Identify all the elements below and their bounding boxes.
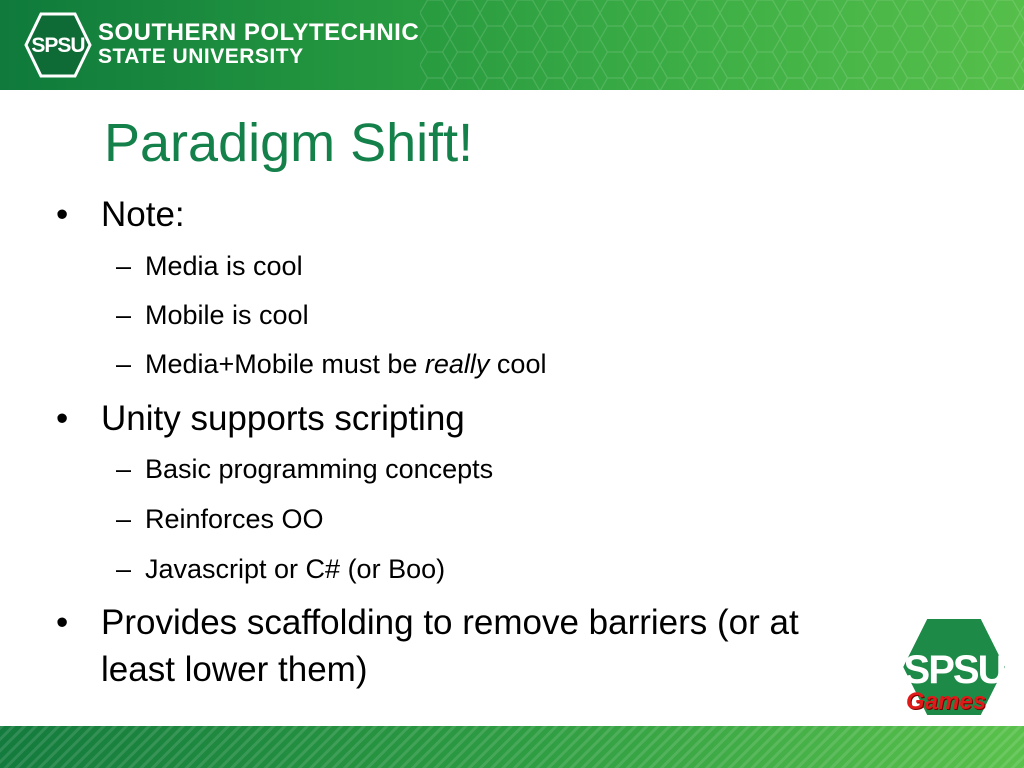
bullet-marker: • — [56, 195, 69, 234]
bullet-marker: • — [56, 603, 69, 642]
bullet-text-line1: Provides scaffolding to remove barriers (or at — [101, 603, 799, 642]
sub-bullet-text: Media is cool — [145, 251, 303, 281]
university-name-line1: SOUTHERN POLYTECHNIC — [98, 19, 420, 46]
spsu-logo-text: SPSU — [31, 34, 85, 57]
sub-bullet-text: Reinforces OO — [145, 504, 324, 534]
games-logo-games-text: Games — [906, 688, 987, 715]
footer-banner — [0, 726, 1024, 768]
sub-bullet-text — [145, 349, 546, 380]
sub-bullet-marker: – — [116, 554, 132, 584]
sub-bullet-marker: – — [116, 349, 132, 379]
sub-bullet-text-pre: Media+Mobile must be — [145, 349, 425, 379]
spsu-logo-badge — [24, 12, 92, 78]
sub-bullet-marker: – — [116, 251, 132, 281]
bullet-marker: • — [56, 399, 69, 438]
footer-stripe-pattern — [0, 726, 1024, 768]
sub-bullet-text-post: cool — [489, 349, 547, 379]
university-name-line2: STATE UNIVERSITY — [98, 45, 304, 68]
sub-bullet-marker: – — [116, 300, 132, 330]
bullet-text: Note: — [101, 195, 185, 234]
sub-bullet-text: Basic programming concepts — [145, 454, 494, 484]
header-banner — [0, 0, 1024, 90]
bullet-text: Unity supports scripting — [101, 399, 465, 438]
bullet-text-line2: least lower them) — [101, 650, 368, 689]
sub-bullet-text: Javascript or C# (or Boo) — [145, 554, 446, 584]
sub-bullet-text: Mobile is cool — [145, 300, 309, 330]
sub-bullet-marker: – — [116, 504, 132, 534]
slide-title: Paradigm Shift! — [104, 113, 474, 173]
emphasis-text: really — [424, 349, 490, 379]
sub-bullet-marker: – — [116, 454, 132, 484]
games-logo-spsu-text: SPSU — [903, 648, 1005, 692]
